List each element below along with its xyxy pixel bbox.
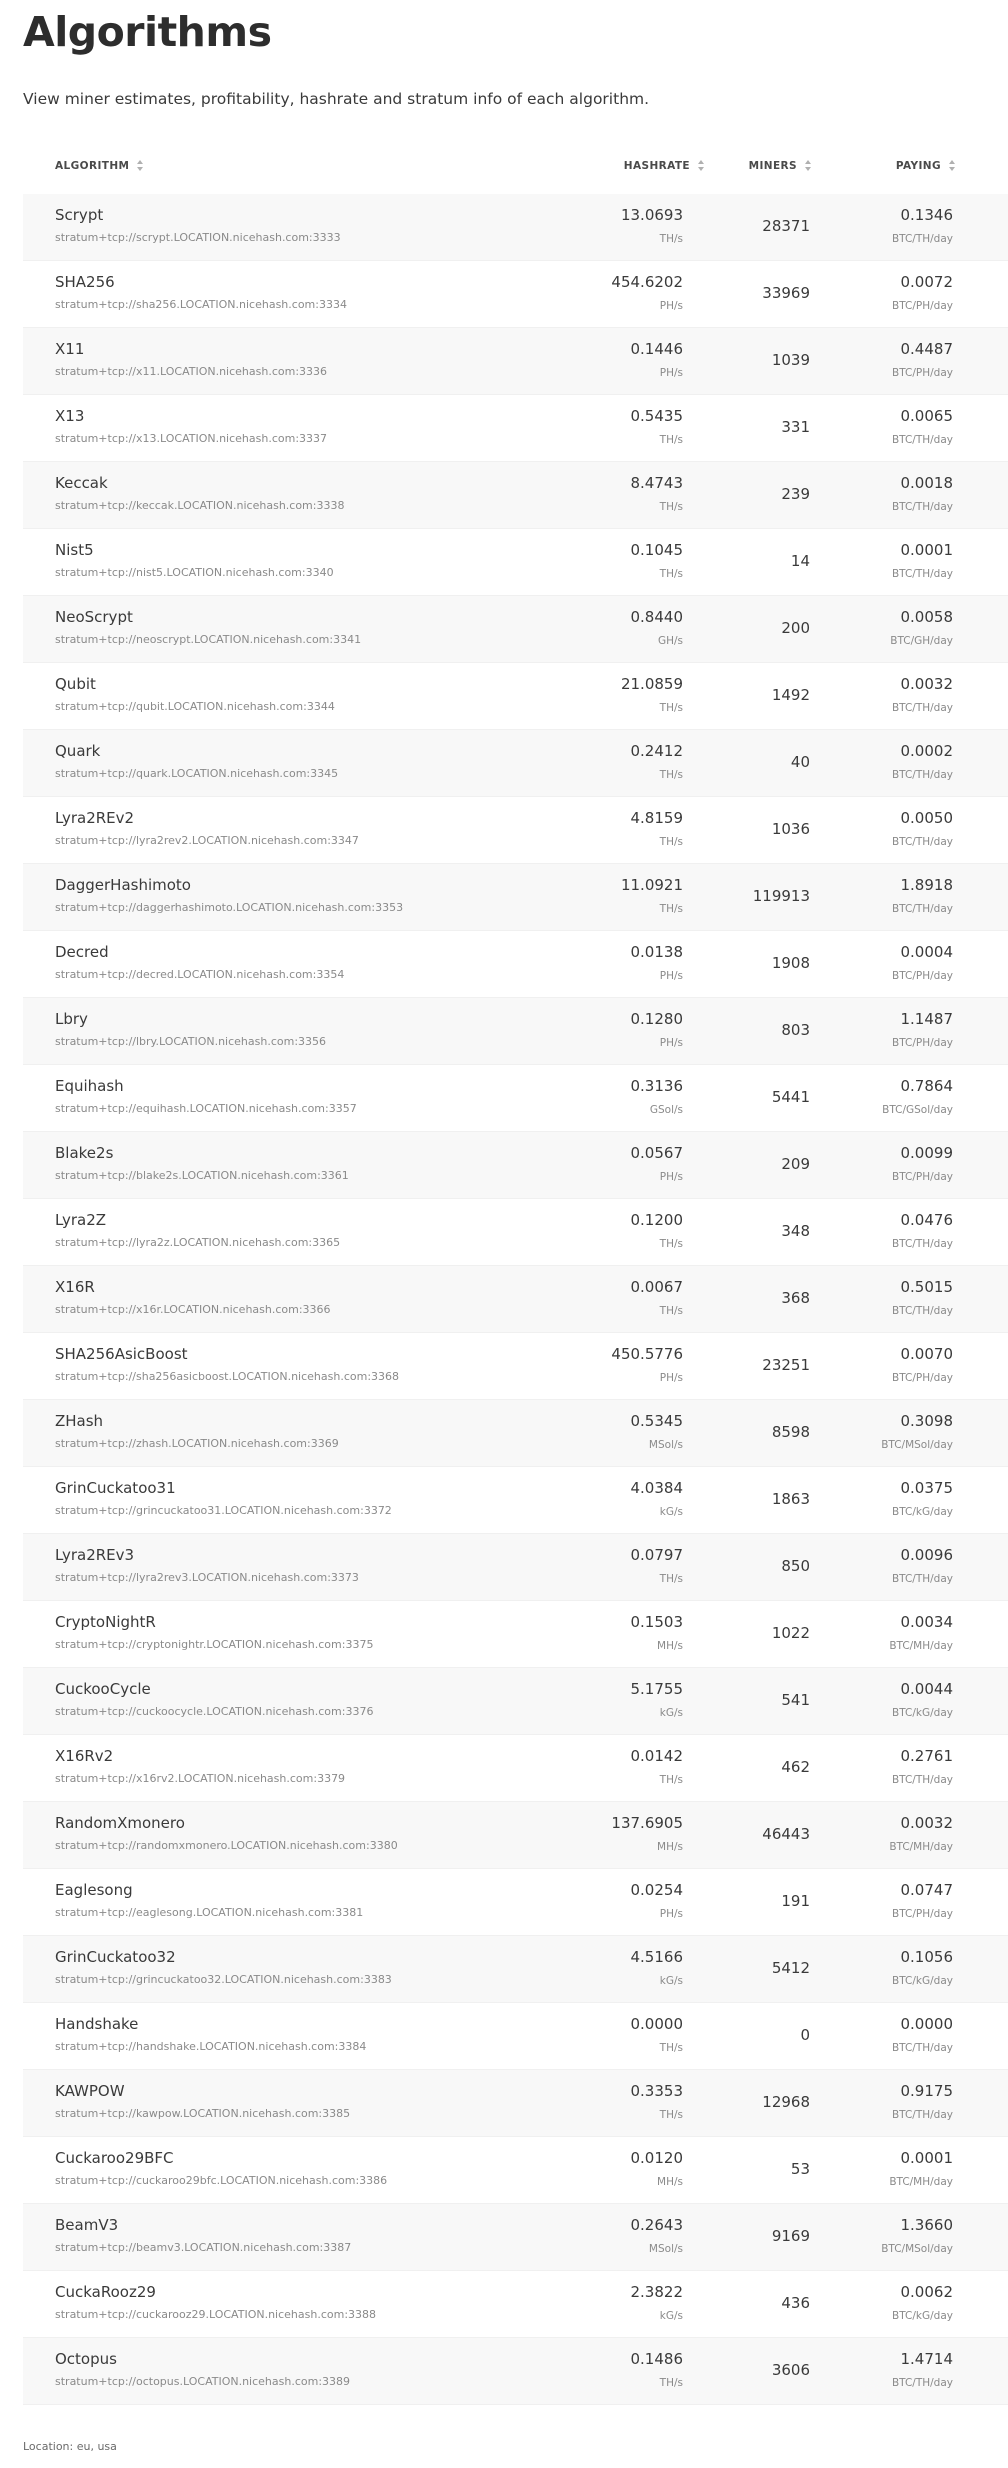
miners-count: 1492: [771, 686, 810, 704]
hashrate-unit: MSol/s: [648, 1439, 683, 1451]
paying-unit: BTC/kG/day: [892, 1506, 953, 1518]
miners-count: 0: [800, 2026, 810, 2044]
paying-unit: BTC/kG/day: [892, 2310, 953, 2322]
stratum-url: stratum+tcp://handshake.LOCATION.nicehash.com:3384: [55, 2040, 367, 2053]
algorithm-name: ZHash: [55, 1412, 104, 1430]
paying-value: 0.0072: [900, 273, 953, 291]
paying-unit: BTC/GSol/day: [882, 1104, 953, 1116]
paying-unit: BTC/kG/day: [892, 1707, 953, 1719]
table-row[interactable]: [23, 328, 1008, 395]
paying-value: 0.0058: [900, 608, 953, 626]
hashrate-unit: TH/s: [659, 1573, 683, 1585]
stratum-url: stratum+tcp://x11.LOCATION.nicehash.com:3336: [55, 365, 328, 378]
hashrate-value: 0.0067: [630, 1278, 683, 1296]
paying-unit: BTC/PH/day: [892, 1372, 953, 1384]
paying-value: 0.0004: [900, 943, 953, 961]
paying-value: 0.0002: [900, 742, 953, 760]
stratum-url: stratum+tcp://octopus.LOCATION.nicehash.com:3389: [55, 2375, 351, 2388]
paying-value: 1.1487: [900, 1010, 953, 1028]
paying-unit: BTC/TH/day: [891, 434, 953, 446]
miners-count: 14: [790, 552, 810, 570]
stratum-url: stratum+tcp://keccak.LOCATION.nicehash.com:3338: [55, 499, 345, 512]
algorithm-name: Eaglesong: [55, 1881, 133, 1899]
hashrate-value: 0.0254: [630, 1881, 683, 1899]
algorithm-name: RandomXmonero: [55, 1814, 185, 1832]
table-row[interactable]: [23, 1266, 1008, 1333]
paying-value: 0.0001: [900, 541, 953, 559]
algorithm-name: KAWPOW: [55, 2082, 125, 2100]
paying-unit: BTC/PH/day: [892, 1908, 953, 1920]
paying-unit: BTC/PH/day: [892, 970, 953, 982]
hashrate-unit: TH/s: [659, 836, 683, 848]
stratum-url: stratum+tcp://neoscrypt.LOCATION.nicehash.com:3341: [55, 633, 362, 646]
paying-value: 1.3660: [900, 2216, 953, 2234]
hashrate-value: 4.0384: [630, 1479, 683, 1497]
algorithm-name: Lbry: [55, 1010, 88, 1028]
stratum-url: stratum+tcp://equihash.LOCATION.nicehash.com:3357: [55, 1102, 357, 1115]
stratum-url: stratum+tcp://cuckarooz29.LOCATION.nicehash.com:3388: [55, 2308, 377, 2321]
stratum-url: stratum+tcp://grincuckatoo31.LOCATION.nicehash.com:3372: [55, 1504, 392, 1517]
table-row[interactable]: [23, 2338, 1008, 2405]
miners-count: 200: [781, 619, 810, 637]
table-row[interactable]: [23, 2204, 1008, 2271]
hashrate-unit: GH/s: [657, 635, 683, 647]
hashrate-value: 454.6202: [611, 273, 683, 291]
table-row[interactable]: [23, 2070, 1008, 2137]
stratum-url: stratum+tcp://quark.LOCATION.nicehash.com:3345: [55, 767, 339, 780]
table-row[interactable]: [23, 1936, 1008, 2003]
hashrate-value: 4.8159: [630, 809, 683, 827]
table-row[interactable]: [23, 730, 1008, 797]
table-row[interactable]: [23, 1199, 1008, 1266]
paying-value: 0.0747: [900, 1881, 953, 1899]
miners-count: 28371: [762, 217, 810, 235]
paying-unit: BTC/PH/day: [892, 300, 953, 312]
sort-icon: [805, 160, 811, 171]
algorithm-name: Lyra2REv2: [55, 809, 135, 827]
paying-value: 0.5015: [900, 1278, 953, 1296]
miners-count: 9169: [771, 2227, 810, 2245]
hashrate-value: 0.1486: [630, 2350, 683, 2368]
miners-count: 436: [781, 2294, 810, 2312]
hashrate-unit: kG/s: [659, 1707, 683, 1719]
paying-value: 0.9175: [900, 2082, 953, 2100]
paying-value: 0.0044: [900, 1680, 953, 1698]
stratum-url: stratum+tcp://sha256asicboost.LOCATION.nicehash.com:3368: [55, 1370, 400, 1383]
paying-value: 0.0065: [900, 407, 953, 425]
table-row[interactable]: [23, 1132, 1008, 1199]
paying-unit: BTC/PH/day: [892, 1037, 953, 1049]
stratum-url: stratum+tcp://lyra2rev3.LOCATION.nicehash.com:3373: [55, 1571, 359, 1584]
paying-value: 0.0050: [900, 809, 953, 827]
table-header: [23, 144, 1008, 194]
table-row[interactable]: [23, 998, 1008, 1065]
hashrate-unit: TH/s: [659, 2377, 683, 2389]
hashrate-value: 0.2643: [630, 2216, 683, 2234]
miners-count: 46443: [762, 1825, 810, 1843]
table-row[interactable]: [23, 2003, 1008, 2070]
hashrate-unit: PH/s: [659, 367, 683, 379]
paying-value: 0.7864: [900, 1077, 953, 1095]
hashrate-value: 0.0138: [630, 943, 683, 961]
sort-icon: [949, 160, 955, 171]
hashrate-unit: PH/s: [659, 1037, 683, 1049]
hashrate-value: 2.3822: [630, 2283, 683, 2301]
algorithm-name: Octopus: [55, 2350, 117, 2368]
paying-value: 0.0062: [900, 2283, 953, 2301]
stratum-url: stratum+tcp://blake2s.LOCATION.nicehash.com:3361: [55, 1169, 349, 1182]
hashrate-unit: TH/s: [659, 233, 683, 245]
hashrate-value: 0.0567: [630, 1144, 683, 1162]
hashrate-value: 8.4743: [630, 474, 683, 492]
hashrate-unit: TH/s: [659, 903, 683, 915]
hashrate-unit: TH/s: [659, 702, 683, 714]
algorithm-name: Decred: [55, 943, 109, 961]
paying-unit: BTC/TH/day: [891, 568, 953, 580]
hashrate-unit: TH/s: [659, 501, 683, 513]
hashrate-value: 0.0120: [630, 2149, 683, 2167]
table-row[interactable]: [23, 663, 1008, 730]
miners-count: 1908: [771, 954, 810, 972]
stratum-url: stratum+tcp://lyra2z.LOCATION.nicehash.com:3365: [55, 1236, 341, 1249]
algorithm-name: GrinCuckatoo32: [55, 1948, 176, 1966]
page-description: View miner estimates, profitability, hashrate and stratum info of each algorithm.: [23, 90, 650, 108]
algorithm-name: Handshake: [55, 2015, 139, 2033]
paying-unit: BTC/kG/day: [892, 1975, 953, 1987]
algorithm-name: Equihash: [55, 1077, 124, 1095]
miners-count: 462: [781, 1758, 810, 1776]
stratum-url: stratum+tcp://sha256.LOCATION.nicehash.com:3334: [55, 298, 347, 311]
algorithm-name: NeoScrypt: [55, 608, 133, 626]
miners-count: 12968: [762, 2093, 810, 2111]
miners-count: 23251: [762, 1356, 810, 1374]
table-row[interactable]: [23, 1869, 1008, 1936]
hashrate-unit: kG/s: [659, 1975, 683, 1987]
hashrate-unit: PH/s: [659, 1171, 683, 1183]
hashrate-value: 0.1200: [630, 1211, 683, 1229]
paying-value: 0.0096: [900, 1546, 953, 1564]
hashrate-unit: kG/s: [659, 2310, 683, 2322]
algorithm-name: X16R: [55, 1278, 95, 1296]
hashrate-unit: PH/s: [659, 970, 683, 982]
paying-unit: BTC/TH/day: [891, 1774, 953, 1786]
stratum-url: stratum+tcp://zhash.LOCATION.nicehash.com:3369: [55, 1437, 339, 1450]
algorithm-name: BeamV3: [55, 2216, 119, 2234]
table-row[interactable]: [23, 1735, 1008, 1802]
hashrate-unit: TH/s: [659, 2109, 683, 2121]
paying-value: 0.0000: [900, 2015, 953, 2033]
paying-value: 0.0034: [900, 1613, 953, 1631]
paying-value: 0.4487: [900, 340, 953, 358]
hashrate-value: 21.0859: [620, 675, 683, 693]
hashrate-value: 450.5776: [611, 1345, 683, 1363]
algorithm-name: GrinCuckatoo31: [55, 1479, 176, 1497]
hashrate-unit: MH/s: [657, 1640, 683, 1652]
hashrate-unit: kG/s: [659, 1506, 683, 1518]
hashrate-value: 0.0000: [630, 2015, 683, 2033]
paying-unit: BTC/PH/day: [892, 367, 953, 379]
paying-unit: BTC/TH/day: [891, 769, 953, 781]
paying-unit: BTC/MH/day: [889, 1640, 953, 1652]
miners-count: 5441: [771, 1088, 810, 1106]
algorithm-name: Nist5: [55, 541, 94, 559]
miners-count: 40: [790, 753, 810, 771]
hashrate-value: 0.1280: [630, 1010, 683, 1028]
algorithm-name: Blake2s: [55, 1144, 114, 1162]
miners-count: 1863: [771, 1490, 810, 1508]
miners-count: 850: [781, 1557, 810, 1575]
table-row[interactable]: [23, 2137, 1008, 2204]
miners-count: 191: [781, 1892, 810, 1910]
hashrate-value: 0.0797: [630, 1546, 683, 1564]
stratum-url: stratum+tcp://cryptonightr.LOCATION.nicehash.com:3375: [55, 1638, 374, 1651]
hashrate-value: 0.5345: [630, 1412, 683, 1430]
hashrate-value: 137.6905: [611, 1814, 683, 1832]
hashrate-unit: TH/s: [659, 1238, 683, 1250]
paying-unit: BTC/TH/day: [891, 2109, 953, 2121]
paying-unit: BTC/TH/day: [891, 1573, 953, 1585]
table-row[interactable]: [23, 261, 1008, 328]
hashrate-unit: MH/s: [657, 2176, 683, 2188]
stratum-url: stratum+tcp://eaglesong.LOCATION.nicehash.com:3381: [55, 1906, 364, 1919]
stratum-url: stratum+tcp://cuckoocycle.LOCATION.nicehash.com:3376: [55, 1705, 374, 1718]
table-row[interactable]: [23, 529, 1008, 596]
paying-unit: BTC/MH/day: [889, 2176, 953, 2188]
algorithm-name: Cuckaroo29BFC: [55, 2149, 174, 2167]
paying-unit: BTC/MSol/day: [881, 2243, 953, 2255]
paying-value: 0.0070: [900, 1345, 953, 1363]
hashrate-unit: TH/s: [659, 434, 683, 446]
algorithm-name: Keccak: [55, 474, 108, 492]
algorithm-name: Qubit: [55, 675, 96, 693]
paying-value: 0.2761: [900, 1747, 953, 1765]
miners-count: 119913: [752, 887, 810, 905]
table-row[interactable]: [23, 462, 1008, 529]
hashrate-unit: TH/s: [659, 2042, 683, 2054]
miners-count: 5412: [771, 1959, 810, 1977]
miners-count: 541: [781, 1691, 810, 1709]
table-row[interactable]: [23, 395, 1008, 462]
miners-count: 33969: [762, 284, 810, 302]
algorithm-name: X13: [55, 407, 85, 425]
stratum-url: stratum+tcp://kawpow.LOCATION.nicehash.com:3385: [55, 2107, 351, 2120]
column-header-paying[interactable]: [896, 160, 955, 172]
hashrate-value: 11.0921: [620, 876, 683, 894]
column-header-algorithm[interactable]: [55, 160, 143, 172]
column-header-miners[interactable]: [749, 160, 811, 172]
stratum-url: stratum+tcp://qubit.LOCATION.nicehash.com:3344: [55, 700, 335, 713]
paying-unit: BTC/TH/day: [891, 1305, 953, 1317]
table-row[interactable]: [23, 1534, 1008, 1601]
hashrate-unit: TH/s: [659, 568, 683, 580]
hashrate-value: 0.1446: [630, 340, 683, 358]
algorithm-name: X11: [55, 340, 85, 358]
miners-count: 348: [781, 1222, 810, 1240]
algorithm-name: SHA256: [55, 273, 115, 291]
paying-value: 0.0018: [900, 474, 953, 492]
miners-count: 1039: [771, 351, 810, 369]
table-row[interactable]: [23, 596, 1008, 663]
table-row[interactable]: [23, 1467, 1008, 1534]
table-row[interactable]: [23, 1333, 1008, 1400]
algorithm-name: Lyra2REv3: [55, 1546, 135, 1564]
hashrate-unit: MSol/s: [648, 2243, 683, 2255]
stratum-url: stratum+tcp://beamv3.LOCATION.nicehash.com:3387: [55, 2241, 352, 2254]
hashrate-unit: TH/s: [659, 769, 683, 781]
hashrate-value: 0.3136: [630, 1077, 683, 1095]
column-header-paying-label: PAYING: [895, 160, 941, 172]
hashrate-value: 4.5166: [630, 1948, 683, 1966]
algorithm-name: Scrypt: [55, 206, 104, 224]
algorithms-table: [23, 144, 1008, 2405]
stratum-url: stratum+tcp://randomxmonero.LOCATION.nicehash.com:3380: [55, 1839, 398, 1852]
paying-value: 0.1056: [900, 1948, 953, 1966]
hashrate-value: 13.0693: [620, 206, 683, 224]
paying-unit: BTC/PH/day: [892, 1171, 953, 1183]
sort-icon: [698, 160, 704, 171]
column-header-hashrate-label: HASHRATE: [623, 160, 690, 172]
table-row[interactable]: [23, 2271, 1008, 2338]
paying-value: 0.0476: [900, 1211, 953, 1229]
column-header-miners-label: MINERS: [748, 160, 797, 172]
algorithm-name: Quark: [55, 742, 101, 760]
table-row[interactable]: [23, 1400, 1008, 1467]
miners-count: 53: [790, 2160, 810, 2178]
miners-count: 1036: [771, 820, 810, 838]
hashrate-value: 0.1503: [630, 1613, 683, 1631]
table-row[interactable]: [23, 864, 1008, 931]
paying-unit: BTC/TH/day: [891, 1238, 953, 1250]
miners-count: 368: [781, 1289, 810, 1307]
hashrate-value: 0.1045: [630, 541, 683, 559]
stratum-url: stratum+tcp://daggerhashimoto.LOCATION.nicehash.com:3353: [55, 901, 404, 914]
hashrate-unit: GSol/s: [649, 1104, 683, 1116]
paying-value: 0.0099: [900, 1144, 953, 1162]
algorithm-name: X16Rv2: [55, 1747, 114, 1765]
paying-value: 0.3098: [900, 1412, 953, 1430]
algorithm-name: CuckaRooz29: [55, 2283, 156, 2301]
column-header-algorithm-label: ALGORITHM: [55, 160, 130, 172]
miners-count: 8598: [771, 1423, 810, 1441]
stratum-url: stratum+tcp://x16rv2.LOCATION.nicehash.com:3379: [55, 1772, 346, 1785]
hashrate-unit: MH/s: [657, 1841, 683, 1853]
paying-unit: BTC/MH/day: [889, 1841, 953, 1853]
hashrate-value: 5.1755: [630, 1680, 683, 1698]
paying-value: 1.4714: [900, 2350, 953, 2368]
algorithm-name: CryptoNightR: [55, 1613, 156, 1631]
stratum-url: stratum+tcp://scrypt.LOCATION.nicehash.com:3333: [55, 231, 341, 244]
sort-icon: [137, 160, 143, 171]
table-body: [23, 194, 1008, 2405]
miners-count: 239: [781, 485, 810, 503]
hashrate-value: 0.2412: [630, 742, 683, 760]
hashrate-value: 0.3353: [630, 2082, 683, 2100]
stratum-url: stratum+tcp://x13.LOCATION.nicehash.com:3337: [55, 432, 328, 445]
miners-count: 803: [781, 1021, 810, 1039]
hashrate-unit: PH/s: [659, 1908, 683, 1920]
paying-unit: BTC/TH/day: [891, 2377, 953, 2389]
table-row[interactable]: [23, 1668, 1008, 1735]
algorithm-name: SHA256AsicBoost: [55, 1345, 188, 1363]
table-row[interactable]: [23, 1601, 1008, 1668]
stratum-url: stratum+tcp://nist5.LOCATION.nicehash.com:3340: [55, 566, 334, 579]
stratum-url: stratum+tcp://decred.LOCATION.nicehash.com:3354: [55, 968, 345, 981]
algorithm-name: CuckooCycle: [55, 1680, 151, 1698]
miners-count: 3606: [771, 2361, 810, 2379]
miners-count: 209: [781, 1155, 810, 1173]
paying-value: 0.0032: [900, 1814, 953, 1832]
paying-value: 0.0032: [900, 675, 953, 693]
table-row[interactable]: [23, 931, 1008, 998]
column-header-hashrate[interactable]: [624, 160, 704, 172]
paying-value: 0.0375: [900, 1479, 953, 1497]
stratum-url: stratum+tcp://x16r.LOCATION.nicehash.com:3366: [55, 1303, 331, 1316]
hashrate-value: 0.8440: [630, 608, 683, 626]
algorithm-name: DaggerHashimoto: [55, 876, 191, 894]
hashrate-unit: PH/s: [659, 1372, 683, 1384]
hashrate-value: 0.5435: [630, 407, 683, 425]
paying-unit: BTC/TH/day: [891, 233, 953, 245]
stratum-url: stratum+tcp://grincuckatoo32.LOCATION.nicehash.com:3383: [55, 1973, 392, 1986]
stratum-url: stratum+tcp://lyra2rev2.LOCATION.nicehash.com:3347: [55, 834, 359, 847]
paying-value: 0.0001: [900, 2149, 953, 2167]
table-row[interactable]: [23, 797, 1008, 864]
table-row[interactable]: [23, 1802, 1008, 1869]
stratum-url: stratum+tcp://cuckaroo29bfc.LOCATION.nicehash.com:3386: [55, 2174, 388, 2187]
miners-count: 1022: [771, 1624, 810, 1642]
hashrate-unit: PH/s: [659, 300, 683, 312]
hashrate-value: 0.0142: [630, 1747, 683, 1765]
paying-value: 0.1346: [900, 206, 953, 224]
algorithm-name: Lyra2Z: [55, 1211, 107, 1229]
stratum-url: stratum+tcp://lbry.LOCATION.nicehash.com:3356: [55, 1035, 327, 1048]
page-title: Algorithms: [23, 8, 272, 56]
paying-unit: BTC/TH/day: [891, 501, 953, 513]
paying-unit: BTC/TH/day: [891, 2042, 953, 2054]
paying-unit: BTC/GH/day: [890, 635, 953, 647]
paying-unit: BTC/TH/day: [891, 903, 953, 915]
location-info: Location: eu, usa: [23, 2440, 117, 2453]
paying-unit: BTC/TH/day: [891, 702, 953, 714]
hashrate-unit: TH/s: [659, 1305, 683, 1317]
miners-count: 331: [781, 418, 810, 436]
table-row[interactable]: [23, 194, 1008, 261]
hashrate-unit: TH/s: [659, 1774, 683, 1786]
table-row[interactable]: [23, 1065, 1008, 1132]
paying-unit: BTC/MSol/day: [881, 1439, 953, 1451]
paying-value: 1.8918: [900, 876, 953, 894]
paying-unit: BTC/TH/day: [891, 836, 953, 848]
